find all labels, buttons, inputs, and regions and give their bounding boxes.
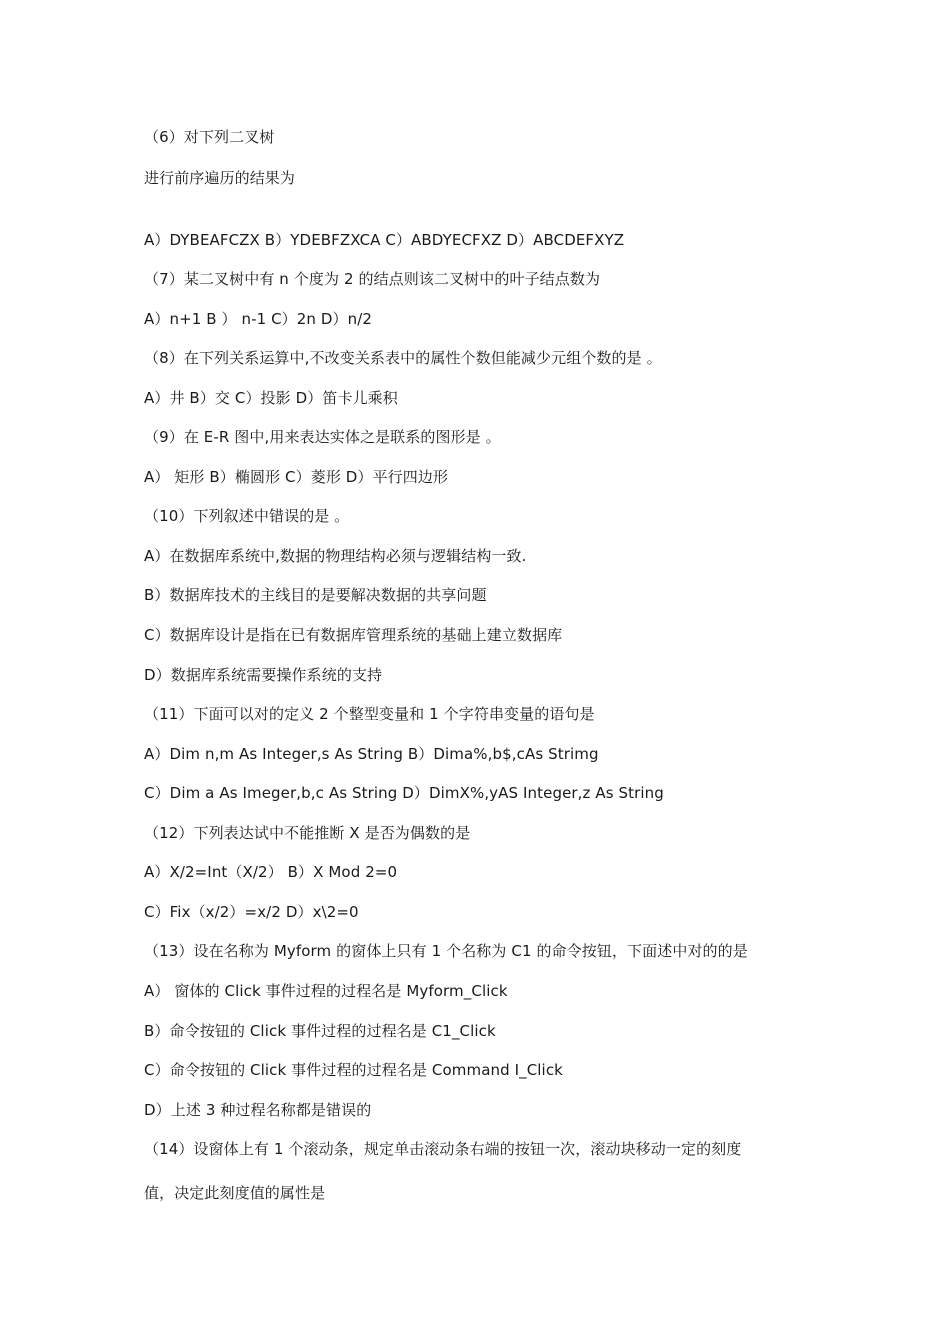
question-12-options-cd: C）Fix（x/2）=x/2 D）x\2=0 xyxy=(144,903,359,921)
question-13-option-a: A） 窗体的 Click 事件过程的过程名是 Myform_Click xyxy=(144,982,508,1000)
question-8-options: A）井 B）交 C）投影 D）笛卡儿乘积 xyxy=(144,389,398,407)
question-11-title: （11）下面可以对的定义 2 个整型变量和 1 个字符串变量的语句是 xyxy=(144,705,595,723)
question-8-title: （8）在下列关系运算中,不改变关系表中的属性个数但能减少元组个数的是 。 xyxy=(144,349,662,367)
question-14-title-line2: 值，决定此刻度值的属性是 xyxy=(144,1184,326,1202)
question-10-option-c: C）数据库设计是指在已有数据库管理系统的基础上建立数据库 xyxy=(144,626,563,644)
question-6-subtitle: 进行前序遍历的结果为 xyxy=(144,169,296,187)
question-11-options-cd: C）Dim a As Imeger,b,c As String D）DimX%,yAS Integer,z As String xyxy=(144,784,664,802)
question-12-options-ab: A）X/2=Int（X/2） B）X Mod 2=0 xyxy=(144,863,398,881)
question-9-title: （9）在 E-R 图中,用来表达实体之是联系的图形是 。 xyxy=(144,428,501,446)
question-6-title: （6）对下列二叉树 xyxy=(144,128,275,146)
question-14-title-line1: （14）设窗体上有 1 个滚动条，规定单击滚动条右端的按钮一次，滚动块移动一定的刻度 xyxy=(144,1140,742,1158)
question-13-option-c: C）命令按钮的 Click 事件过程的过程名是 Command I_Click xyxy=(144,1061,563,1079)
question-13-option-d: D）上述 3 种过程名称都是错误的 xyxy=(144,1101,372,1119)
question-13-title: （13）设在名称为 Myform 的窗体上只有 1 个名称为 C1 的命令按钮，下面述中对的的是 xyxy=(144,942,748,960)
question-7-title: （7）某二叉树中有 n 个度为 2 的结点则该二叉树中的叶子结点数为 xyxy=(144,270,601,288)
question-10-option-d: D）数据库系统需要操作系统的支持 xyxy=(144,666,383,684)
question-10-option-a: A）在数据库系统中,数据的物理结构必须与逻辑结构一致. xyxy=(144,547,527,565)
question-9-options: A） 矩形 B）椭圆形 C）菱形 D）平行四边形 xyxy=(144,468,449,486)
question-10-title: （10）下列叙述中错误的是 。 xyxy=(144,507,350,525)
question-6-options: A）DYBEAFCZX B）YDEBFZXCA C）ABDYECFXZ D）ABCDEFXYZ xyxy=(144,231,625,249)
question-12-title: （12）下列表达试中不能推断 X 是否为偶数的是 xyxy=(144,824,471,842)
question-11-options-ab: A）Dim n,m As Integer,s As String B）Dima%,b$,cAs Strimg xyxy=(144,745,599,763)
question-13-option-b: B）命令按钮的 Click 事件过程的过程名是 C1_Click xyxy=(144,1022,496,1040)
question-7-options: A）n+1 B ） n-1 C）2n D）n/2 xyxy=(144,310,373,328)
question-10-option-b: B）数据库技术的主线目的是要解决数据的共享问题 xyxy=(144,586,487,604)
